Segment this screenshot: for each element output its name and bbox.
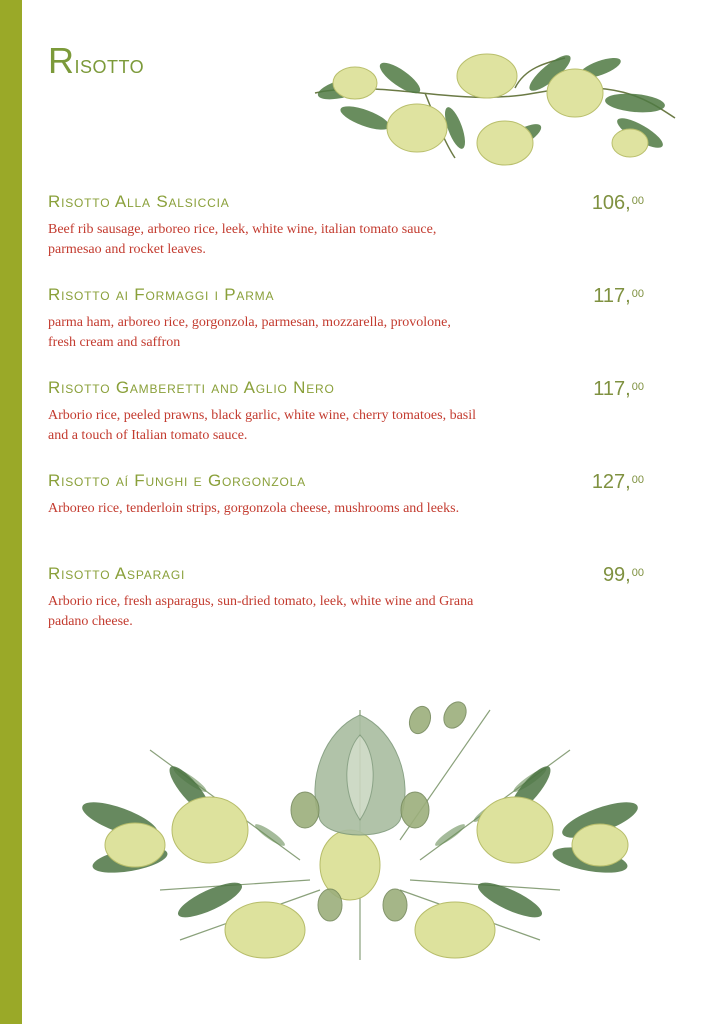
menu-item-name: Risotto ai Formaggi i Parma [48, 285, 275, 304]
menu-item-name: Risotto aí Funghi e Gorgonzola [48, 471, 306, 490]
side-accent-bar [0, 0, 22, 1024]
lemon-branch-illustration [305, 48, 685, 173]
menu-item [48, 190, 644, 283]
page-title: Risotto [48, 40, 145, 81]
menu-item-description: Arboreo rice, tenderloin strips, gorgonzola cheese, mushrooms and leeks. [48, 501, 460, 516]
menu-item-price: 127,00 [591, 471, 644, 493]
menu-item-name: Risotto Alla Salsiccia [48, 192, 230, 211]
risotto-menu-list [48, 190, 644, 655]
menu-item-name: Risotto Gamberetti and Aglio Nero [48, 378, 335, 397]
menu-item-description: Beef rib sausage, arboreo rice, leek, white wine, italian tomato sauce, parmesao and rocket leaves. [48, 222, 437, 257]
menu-item-description: parma ham, arboreo rice, gorgonzola, parmesan, mozzarella, provolone, fresh cream and saffron [48, 315, 451, 350]
menu-item-price: 106,00 [591, 192, 644, 214]
menu-item-price: 117,00 [593, 378, 644, 400]
menu-item [48, 562, 644, 655]
menu-item-name: Risotto Asparagi [48, 564, 186, 583]
menu-item [48, 469, 644, 562]
menu-item [48, 376, 644, 469]
menu-item-description: Arborio rice, peeled prawns, black garlic, white wine, cherry tomatoes, basil and a touch of Italian tomato sauce. [48, 408, 477, 443]
artichoke-lemon-illustration [60, 690, 660, 980]
menu-item-price: 117,00 [593, 285, 644, 307]
menu-item [48, 283, 644, 376]
menu-item-description: Arborio rice, fresh asparagus, sun-dried tomato, leek, white wine and Grana padano cheese. [48, 594, 474, 629]
menu-item-price: 99,00 [602, 564, 644, 586]
